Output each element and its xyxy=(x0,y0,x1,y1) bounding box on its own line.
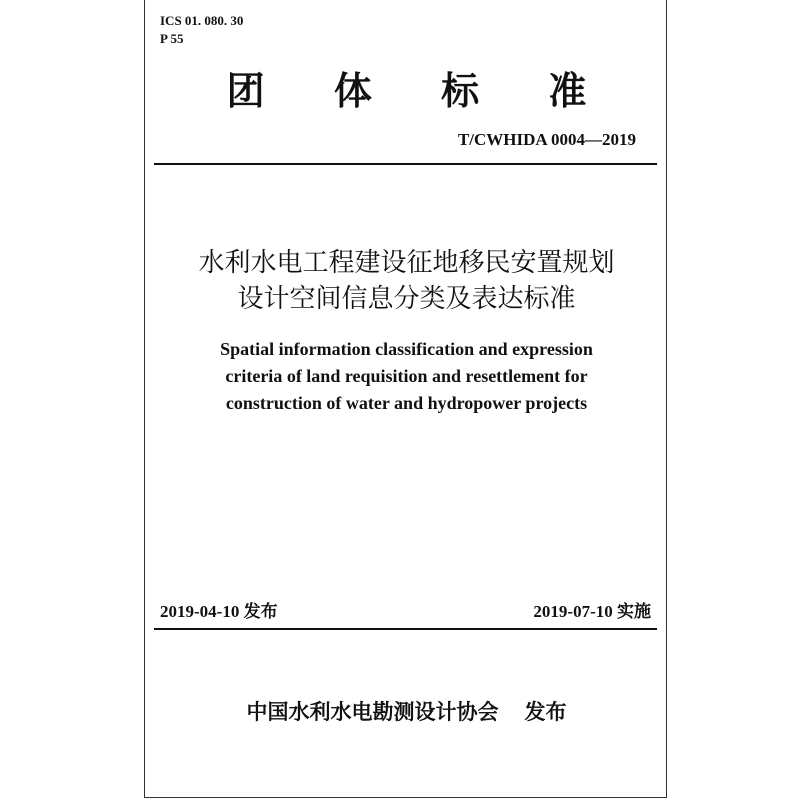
issue-date: 2019-04-10 发布 xyxy=(160,602,278,621)
implementation-date: 2019-07-10 实施 xyxy=(533,602,651,621)
ccs-code: P 55 xyxy=(160,31,184,46)
publisher-action: 发布 xyxy=(524,700,567,724)
publisher-line xyxy=(145,696,668,726)
bottom-divider xyxy=(154,628,657,630)
classification-codes xyxy=(160,12,243,48)
english-title-line-2: criteria of land requisition and resettlement for xyxy=(225,366,588,386)
publisher-name: 中国水利水电勘测设计协会 xyxy=(246,700,499,724)
english-title-line-1: Spatial information classification and expression xyxy=(220,339,593,359)
chinese-title-line-2: 设计空间信息分类及表达标准 xyxy=(237,284,576,314)
english-title-line-3: construction of water and hydropower projects xyxy=(225,393,588,413)
standard-number: T/CWHIDA 0004—2019 xyxy=(457,130,636,149)
top-divider xyxy=(154,163,657,165)
ics-code: ICS 01. 080. 30 xyxy=(160,13,244,28)
standard-cover xyxy=(144,0,667,798)
chinese-title-line-1: 水利水电工程建设征地移民安置规划 xyxy=(198,248,615,278)
standard-type-title: 团 体 标 准 xyxy=(226,69,615,113)
